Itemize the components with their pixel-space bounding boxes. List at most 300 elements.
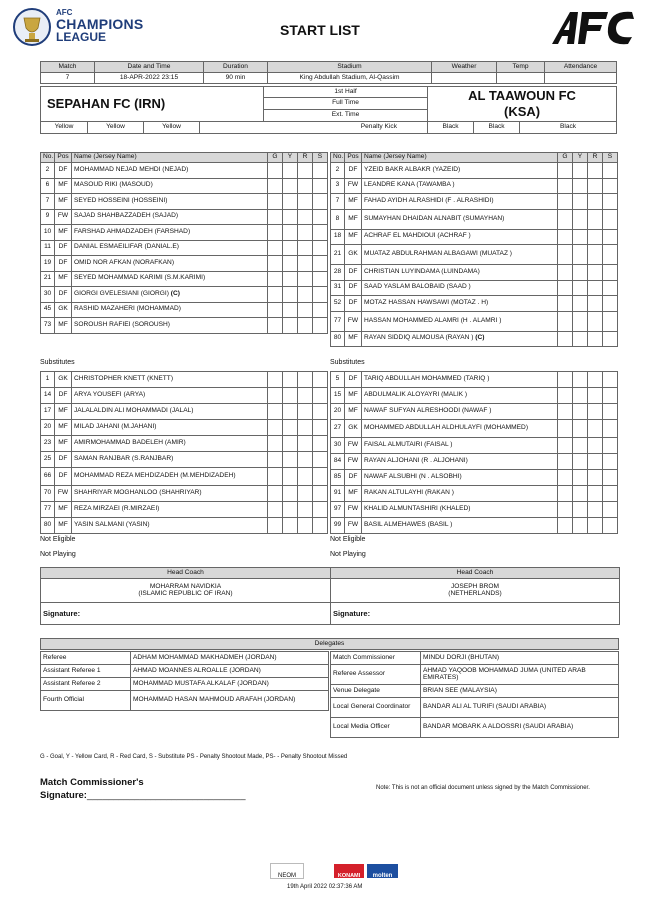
captain-badge: (C) xyxy=(475,334,485,342)
match-weather xyxy=(432,73,497,84)
player-name: YASIN SALMANI (YASIN) xyxy=(74,521,150,529)
stat-cell-r xyxy=(588,296,603,312)
stat-cell-s xyxy=(603,518,618,534)
player-row xyxy=(41,388,328,404)
stat-cell-s xyxy=(603,438,618,454)
stat-cell-y xyxy=(573,420,588,438)
stat-cell-s xyxy=(313,404,328,420)
delegate-role: Assistant Referee 2 xyxy=(41,678,131,691)
delegate-row xyxy=(331,665,619,685)
player-number: 66 xyxy=(41,468,55,486)
player-row xyxy=(41,468,328,486)
stat-cell-y xyxy=(573,518,588,534)
home-kit-shorts: Yellow xyxy=(88,122,144,134)
player-number: 30 xyxy=(331,438,345,454)
delegate-name: AHMAD YAQOOB MOHAMMAD JUMA (UNITED ARAB EMIRATES) xyxy=(421,665,619,685)
player-name: ABDULMALIK ALOYAYRI (MALIK ) xyxy=(364,391,468,399)
stat-cell-y xyxy=(283,468,298,486)
stat-cell-s xyxy=(603,229,618,245)
stat-cell-r xyxy=(298,302,313,318)
player-row xyxy=(41,518,328,534)
stat-cell-r xyxy=(588,280,603,296)
player-position: FW xyxy=(55,209,72,225)
stat-cell-s xyxy=(313,178,328,194)
player-position: DF xyxy=(345,265,362,281)
stat-cell-s xyxy=(603,470,618,486)
stat-cell-r xyxy=(588,265,603,281)
column-header-r: R xyxy=(588,153,603,163)
player-name-cell xyxy=(72,271,268,287)
player-name: RASHID MAZAHERI (MOHAMMAD) xyxy=(74,305,181,313)
stat-cell-s xyxy=(603,209,618,229)
player-name: SEYED HOSSEINI (HOSSEINI) xyxy=(74,196,168,204)
player-name: SAAD YASLAM BALOBAID (SAAD ) xyxy=(364,283,471,291)
column-header-name: Name (Jersey Name) xyxy=(72,153,268,163)
stat-cell-g xyxy=(558,486,573,502)
player-number: 25 xyxy=(41,452,55,468)
stat-cell-y xyxy=(283,372,298,388)
delegate-row xyxy=(41,691,329,711)
player-row xyxy=(41,287,328,303)
player-position: FW xyxy=(345,502,362,518)
player-name-cell xyxy=(362,280,558,296)
league-line1: AFC xyxy=(56,8,73,17)
stat-cell-r xyxy=(588,388,603,404)
player-name-cell xyxy=(72,163,268,179)
player-number: 31 xyxy=(331,280,345,296)
stat-cell-s xyxy=(603,486,618,502)
stat-cell-y xyxy=(573,296,588,312)
stadium-header: Stadium xyxy=(268,62,432,73)
stat-cell-s xyxy=(603,245,618,265)
away-coach-header: Head Coach xyxy=(331,568,620,579)
league-line2: CHAMPIONS xyxy=(56,16,144,32)
commissioner-line2: Signature: xyxy=(40,789,87,801)
stat-cell-g xyxy=(268,225,283,241)
player-position: MF xyxy=(55,225,72,241)
stat-cell-r xyxy=(588,438,603,454)
stat-cell-y xyxy=(283,271,298,287)
player-row xyxy=(41,486,328,502)
home-substitutes-table xyxy=(40,371,328,534)
stat-cell-r xyxy=(298,194,313,210)
player-name-cell xyxy=(362,178,558,194)
stat-cell-s xyxy=(313,502,328,518)
stat-cell-y xyxy=(573,438,588,454)
away-substitutes-table xyxy=(330,371,618,534)
player-position: MF xyxy=(55,436,72,452)
away-coach xyxy=(331,579,620,603)
player-number: 23 xyxy=(41,436,55,452)
stat-cell-r xyxy=(588,194,603,210)
away-coach-name: JOSEPH BROM xyxy=(451,582,499,590)
stat-cell-g xyxy=(268,518,283,534)
home-substitutes-label: Substitutes xyxy=(40,359,75,366)
player-number: 8 xyxy=(331,209,345,229)
player-position: MF xyxy=(345,331,362,347)
afc-logo xyxy=(548,8,638,48)
player-position: MF xyxy=(55,404,72,420)
player-number: 30 xyxy=(41,287,55,303)
player-name: MILAD JAHANI (M.JAHANI) xyxy=(74,423,157,431)
match-temp xyxy=(497,73,545,84)
stat-cell-g xyxy=(268,209,283,225)
stat-cell-r xyxy=(298,271,313,287)
stat-cell-g xyxy=(268,178,283,194)
column-header-g: G xyxy=(558,153,573,163)
stat-cell-r xyxy=(588,245,603,265)
stat-cell-y xyxy=(283,404,298,420)
stat-cell-g xyxy=(558,194,573,210)
stat-cell-r xyxy=(588,178,603,194)
stat-cell-y xyxy=(573,311,588,331)
stat-cell-g xyxy=(558,404,573,420)
player-name-cell xyxy=(362,372,558,388)
stat-cell-g xyxy=(268,388,283,404)
column-header-no: No. xyxy=(331,153,345,163)
player-position: MF xyxy=(55,194,72,210)
player-number: 70 xyxy=(41,486,55,502)
player-position: FW xyxy=(345,178,362,194)
player-name-cell xyxy=(72,404,268,420)
stat-cell-r xyxy=(298,318,313,334)
home-coach-country: (ISLAMIC REPUBLIC OF IRAN) xyxy=(138,589,233,597)
player-row xyxy=(41,404,328,420)
stat-cell-g xyxy=(558,311,573,331)
player-row xyxy=(331,265,618,281)
player-name: MOTAZ HASSAN HAWSAWI (MOTAZ . H) xyxy=(364,298,489,306)
home-starters-table xyxy=(40,152,328,334)
player-name: SEYED MOHAMMAD KARIMI (S.M.KARIMI) xyxy=(74,274,206,282)
disclaimer-note: Note: This is not an official document unless signed by the Match Commissioner. xyxy=(376,785,590,791)
stat-cell-y xyxy=(283,163,298,179)
column-header-g: G xyxy=(268,153,283,163)
stat-cell-r xyxy=(298,240,313,256)
player-position: DF xyxy=(55,388,72,404)
stat-cell-g xyxy=(558,163,573,179)
player-name: DANIAL ESMAEILIFAR (DANIAL.E) xyxy=(74,243,179,251)
teams-table xyxy=(40,86,617,134)
stat-cell-r xyxy=(298,256,313,272)
stat-cell-r xyxy=(588,420,603,438)
stat-cell-r xyxy=(588,209,603,229)
period-full-time: Full Time xyxy=(264,98,428,110)
stat-cell-y xyxy=(283,302,298,318)
sponsor-konami xyxy=(334,864,364,878)
stat-cell-s xyxy=(603,372,618,388)
player-number: 7 xyxy=(41,194,55,210)
away-not-playing: Not Playing xyxy=(330,551,366,558)
player-name-cell xyxy=(362,518,558,534)
player-name: AMIRMOHAMMAD BADELEH (AMIR) xyxy=(74,439,186,447)
stat-cell-s xyxy=(313,436,328,452)
stat-cell-r xyxy=(298,468,313,486)
commissioner-signature xyxy=(40,777,246,803)
stat-cell-g xyxy=(558,296,573,312)
player-number: 77 xyxy=(331,311,345,331)
player-name-cell xyxy=(72,388,268,404)
period-ext-time: Ext. Time xyxy=(264,110,428,122)
player-row xyxy=(41,271,328,287)
player-number: 3 xyxy=(331,178,345,194)
away-kit-shorts: Black xyxy=(474,122,520,134)
player-row xyxy=(41,256,328,272)
player-number: 17 xyxy=(41,404,55,420)
match-attendance xyxy=(545,73,617,84)
player-row xyxy=(331,388,618,404)
player-name-cell xyxy=(362,470,558,486)
sponsor-molten xyxy=(367,864,398,878)
player-name: MUATAZ ABDULRAHMAN ALBAGAWI (MUATAZ ) xyxy=(364,250,513,258)
stat-cell-s xyxy=(603,194,618,210)
stat-cell-r xyxy=(588,331,603,347)
stat-cell-y xyxy=(283,452,298,468)
player-name: FAISAL ALMUTAIRI (FAISAL ) xyxy=(364,441,453,449)
player-position: GK xyxy=(345,245,362,265)
sponsor-neom xyxy=(270,863,304,879)
home-coach xyxy=(41,579,331,603)
player-position: MF xyxy=(55,502,72,518)
player-position: FW xyxy=(345,454,362,470)
stat-cell-s xyxy=(603,454,618,470)
player-name-cell xyxy=(362,163,558,179)
player-row xyxy=(41,302,328,318)
delegate-row xyxy=(41,678,329,691)
column-header-r: R xyxy=(298,153,313,163)
player-name-cell xyxy=(72,436,268,452)
stat-cell-g xyxy=(268,404,283,420)
stat-cell-g xyxy=(268,302,283,318)
player-number: 11 xyxy=(41,240,55,256)
player-position: MF xyxy=(55,420,72,436)
player-name-cell xyxy=(72,372,268,388)
player-number: 2 xyxy=(331,163,345,179)
stat-cell-r xyxy=(298,420,313,436)
player-name-cell xyxy=(362,331,558,347)
stat-cell-g xyxy=(268,163,283,179)
stat-cell-y xyxy=(283,256,298,272)
home-team-name: SEPAHAN FC (IRN) xyxy=(41,87,264,122)
stat-cell-s xyxy=(603,178,618,194)
match-date: 18-APR-2022 23:15 xyxy=(95,73,204,84)
stat-cell-r xyxy=(298,452,313,468)
player-name: TARIQ ABDULLAH MOHAMMED (TARIQ ) xyxy=(364,375,490,383)
stat-cell-y xyxy=(573,178,588,194)
player-name: NAWAF ALSUBHI (N . ALSOBHI) xyxy=(364,473,462,481)
player-row xyxy=(331,470,618,486)
player-position: MF xyxy=(345,486,362,502)
date-header: Date and Time xyxy=(95,62,204,73)
player-name: RAYAN SIDDIQ ALMOUSA (RAYAN ) xyxy=(364,334,474,342)
stat-cell-g xyxy=(558,438,573,454)
stat-cell-y xyxy=(283,518,298,534)
stat-cell-g xyxy=(268,240,283,256)
player-number: 21 xyxy=(41,271,55,287)
stat-cell-g xyxy=(558,265,573,281)
player-name: SOROUSH RAFIEI (SOROUSH) xyxy=(74,320,170,328)
player-row xyxy=(331,438,618,454)
stat-cell-r xyxy=(298,178,313,194)
player-number: 91 xyxy=(331,486,345,502)
stat-cell-r xyxy=(298,163,313,179)
stat-cell-y xyxy=(283,436,298,452)
delegate-name: BANDAR ALI AL TURIFI (SAUDI ARABIA) xyxy=(421,698,619,718)
player-name-cell xyxy=(72,502,268,518)
delegate-row xyxy=(331,652,619,665)
stat-cell-y xyxy=(573,163,588,179)
player-number: 27 xyxy=(331,420,345,438)
player-row xyxy=(41,194,328,210)
delegate-name: AHMAD MOANNES ALROALLE (JORDAN) xyxy=(131,665,329,678)
stat-cell-r xyxy=(298,287,313,303)
home-kit-socks: Yellow xyxy=(144,122,200,134)
player-position: DF xyxy=(55,452,72,468)
stat-cell-y xyxy=(283,194,298,210)
stat-cell-g xyxy=(268,318,283,334)
stat-cell-y xyxy=(283,502,298,518)
signature-blank: ______________________________ xyxy=(86,789,246,801)
player-number: 84 xyxy=(331,454,345,470)
player-name: SAJAD SHAHBAZZADEH (SAJAD) xyxy=(74,212,179,220)
player-name: LEANDRE KANA (TAWAMBA ) xyxy=(364,181,455,189)
player-number: 20 xyxy=(331,404,345,420)
sponsor-molten-text: molten xyxy=(372,873,393,879)
stat-cell-s xyxy=(603,420,618,438)
player-position: MF xyxy=(345,404,362,420)
player-position: FW xyxy=(55,486,72,502)
player-number: 10 xyxy=(41,225,55,241)
delegate-role: Venue Delegate xyxy=(331,685,421,698)
afc-logo-icon xyxy=(548,8,638,48)
column-header-pos: Pos xyxy=(345,153,362,163)
stat-cell-g xyxy=(268,436,283,452)
stat-cell-g xyxy=(558,454,573,470)
player-name-cell xyxy=(72,194,268,210)
player-row xyxy=(41,225,328,241)
player-position: DF xyxy=(55,163,72,179)
delegate-name: MOHAMMAD MUSTAFA ALKALAF (JORDAN) xyxy=(131,678,329,691)
player-number: 52 xyxy=(331,296,345,312)
stat-cell-s xyxy=(603,502,618,518)
column-header-row xyxy=(331,153,618,163)
player-row xyxy=(331,194,618,210)
stat-cell-r xyxy=(298,502,313,518)
stat-cell-r xyxy=(298,225,313,241)
player-number: 14 xyxy=(41,388,55,404)
stat-cell-g xyxy=(558,229,573,245)
stat-cell-y xyxy=(283,178,298,194)
player-name: BASIL ALMEHAWES (BASIL ) xyxy=(364,521,453,529)
stat-cell-g xyxy=(558,331,573,347)
column-header-s: S xyxy=(313,153,328,163)
away-team-line1: AL TAAWOUN FC xyxy=(468,87,576,103)
player-position: MF xyxy=(55,318,72,334)
player-name: RAKAN ALTULAYHI (RAKAN ) xyxy=(364,489,454,497)
delegate-name: BRIAN SEE (MALAYSIA) xyxy=(421,685,619,698)
attendance-header: Attendance xyxy=(545,62,617,73)
stat-cell-s xyxy=(313,302,328,318)
stat-cell-s xyxy=(313,287,328,303)
player-row xyxy=(331,163,618,179)
stat-cell-s xyxy=(603,296,618,312)
stat-cell-g xyxy=(558,245,573,265)
away-coach-signature: Signature: xyxy=(331,603,620,625)
player-name: KHALID ALMUNTASHIRI (KHALED) xyxy=(364,505,471,513)
player-name-cell xyxy=(362,454,558,470)
stat-cell-s xyxy=(313,163,328,179)
away-kit-shirt: Black xyxy=(428,122,474,134)
delegate-role: Fourth Official xyxy=(41,691,131,711)
player-name-cell xyxy=(72,468,268,486)
stat-cell-s xyxy=(313,271,328,287)
player-position: DF xyxy=(55,468,72,486)
player-name: SUMAYHAN DHAIDAN ALNABIT (SUMAYHAN) xyxy=(364,214,505,222)
player-name: MOHAMMAD NEJAD MEHDI (NEJAD) xyxy=(74,165,189,173)
stat-cell-s xyxy=(313,225,328,241)
commissioner-line1: Match Commissioner's xyxy=(40,777,144,788)
stat-cell-s xyxy=(313,318,328,334)
player-row xyxy=(41,178,328,194)
player-number: 85 xyxy=(331,470,345,486)
column-header-pos: Pos xyxy=(55,153,72,163)
stat-cell-r xyxy=(588,372,603,388)
stat-cell-s xyxy=(313,372,328,388)
stat-cell-g xyxy=(268,271,283,287)
away-substitutes-label: Substitutes xyxy=(330,359,365,366)
stat-cell-y xyxy=(283,225,298,241)
acl-emblem-icon xyxy=(12,6,52,48)
player-position: MF xyxy=(55,271,72,287)
stat-cell-s xyxy=(603,280,618,296)
player-number: 19 xyxy=(41,256,55,272)
delegate-name: ADHAM MOHAMMAD MAKHADMEH (JORDAN) xyxy=(131,652,329,665)
stat-cell-y xyxy=(573,502,588,518)
player-number: 7 xyxy=(331,194,345,210)
home-not-playing: Not Playing xyxy=(40,551,76,558)
player-row xyxy=(41,318,328,334)
stat-cell-r xyxy=(298,436,313,452)
away-coach-country: (NETHERLANDS) xyxy=(448,589,502,597)
stat-cell-g xyxy=(558,470,573,486)
player-name: MOHAMMAD REZA MEHDIZADEH (M.MEHDIZADEH) xyxy=(74,472,236,480)
head-coach-table xyxy=(40,567,620,625)
delegates-left-table xyxy=(40,651,329,711)
player-number: 9 xyxy=(41,209,55,225)
delegate-row xyxy=(331,718,619,738)
home-coach-name: MOHARRAM NAVIDKIA xyxy=(149,582,222,590)
player-position: FW xyxy=(345,438,362,454)
player-name: GIORGI GVELESIANI (GIORGI) xyxy=(74,289,169,297)
player-number: 45 xyxy=(41,302,55,318)
stat-cell-y xyxy=(283,420,298,436)
player-name: ARYA YOUSEFI (ARYA) xyxy=(74,391,146,399)
player-row xyxy=(41,436,328,452)
player-name-cell xyxy=(362,311,558,331)
stat-cell-g xyxy=(558,420,573,438)
delegate-role: Referee xyxy=(41,652,131,665)
stat-cell-r xyxy=(588,404,603,420)
stat-cell-g xyxy=(268,486,283,502)
player-name-cell xyxy=(362,296,558,312)
player-number: 21 xyxy=(331,245,345,265)
player-name: SAMAN RANJBAR (S.RANJBAR) xyxy=(74,455,174,463)
player-number: 5 xyxy=(331,372,345,388)
stat-cell-s xyxy=(313,209,328,225)
player-name-cell xyxy=(72,225,268,241)
player-name: ACHRAF EL MAHDIOUI (ACHRAF ) xyxy=(364,232,471,240)
delegate-role: Referee Assessor xyxy=(331,665,421,685)
player-position: GK xyxy=(55,372,72,388)
